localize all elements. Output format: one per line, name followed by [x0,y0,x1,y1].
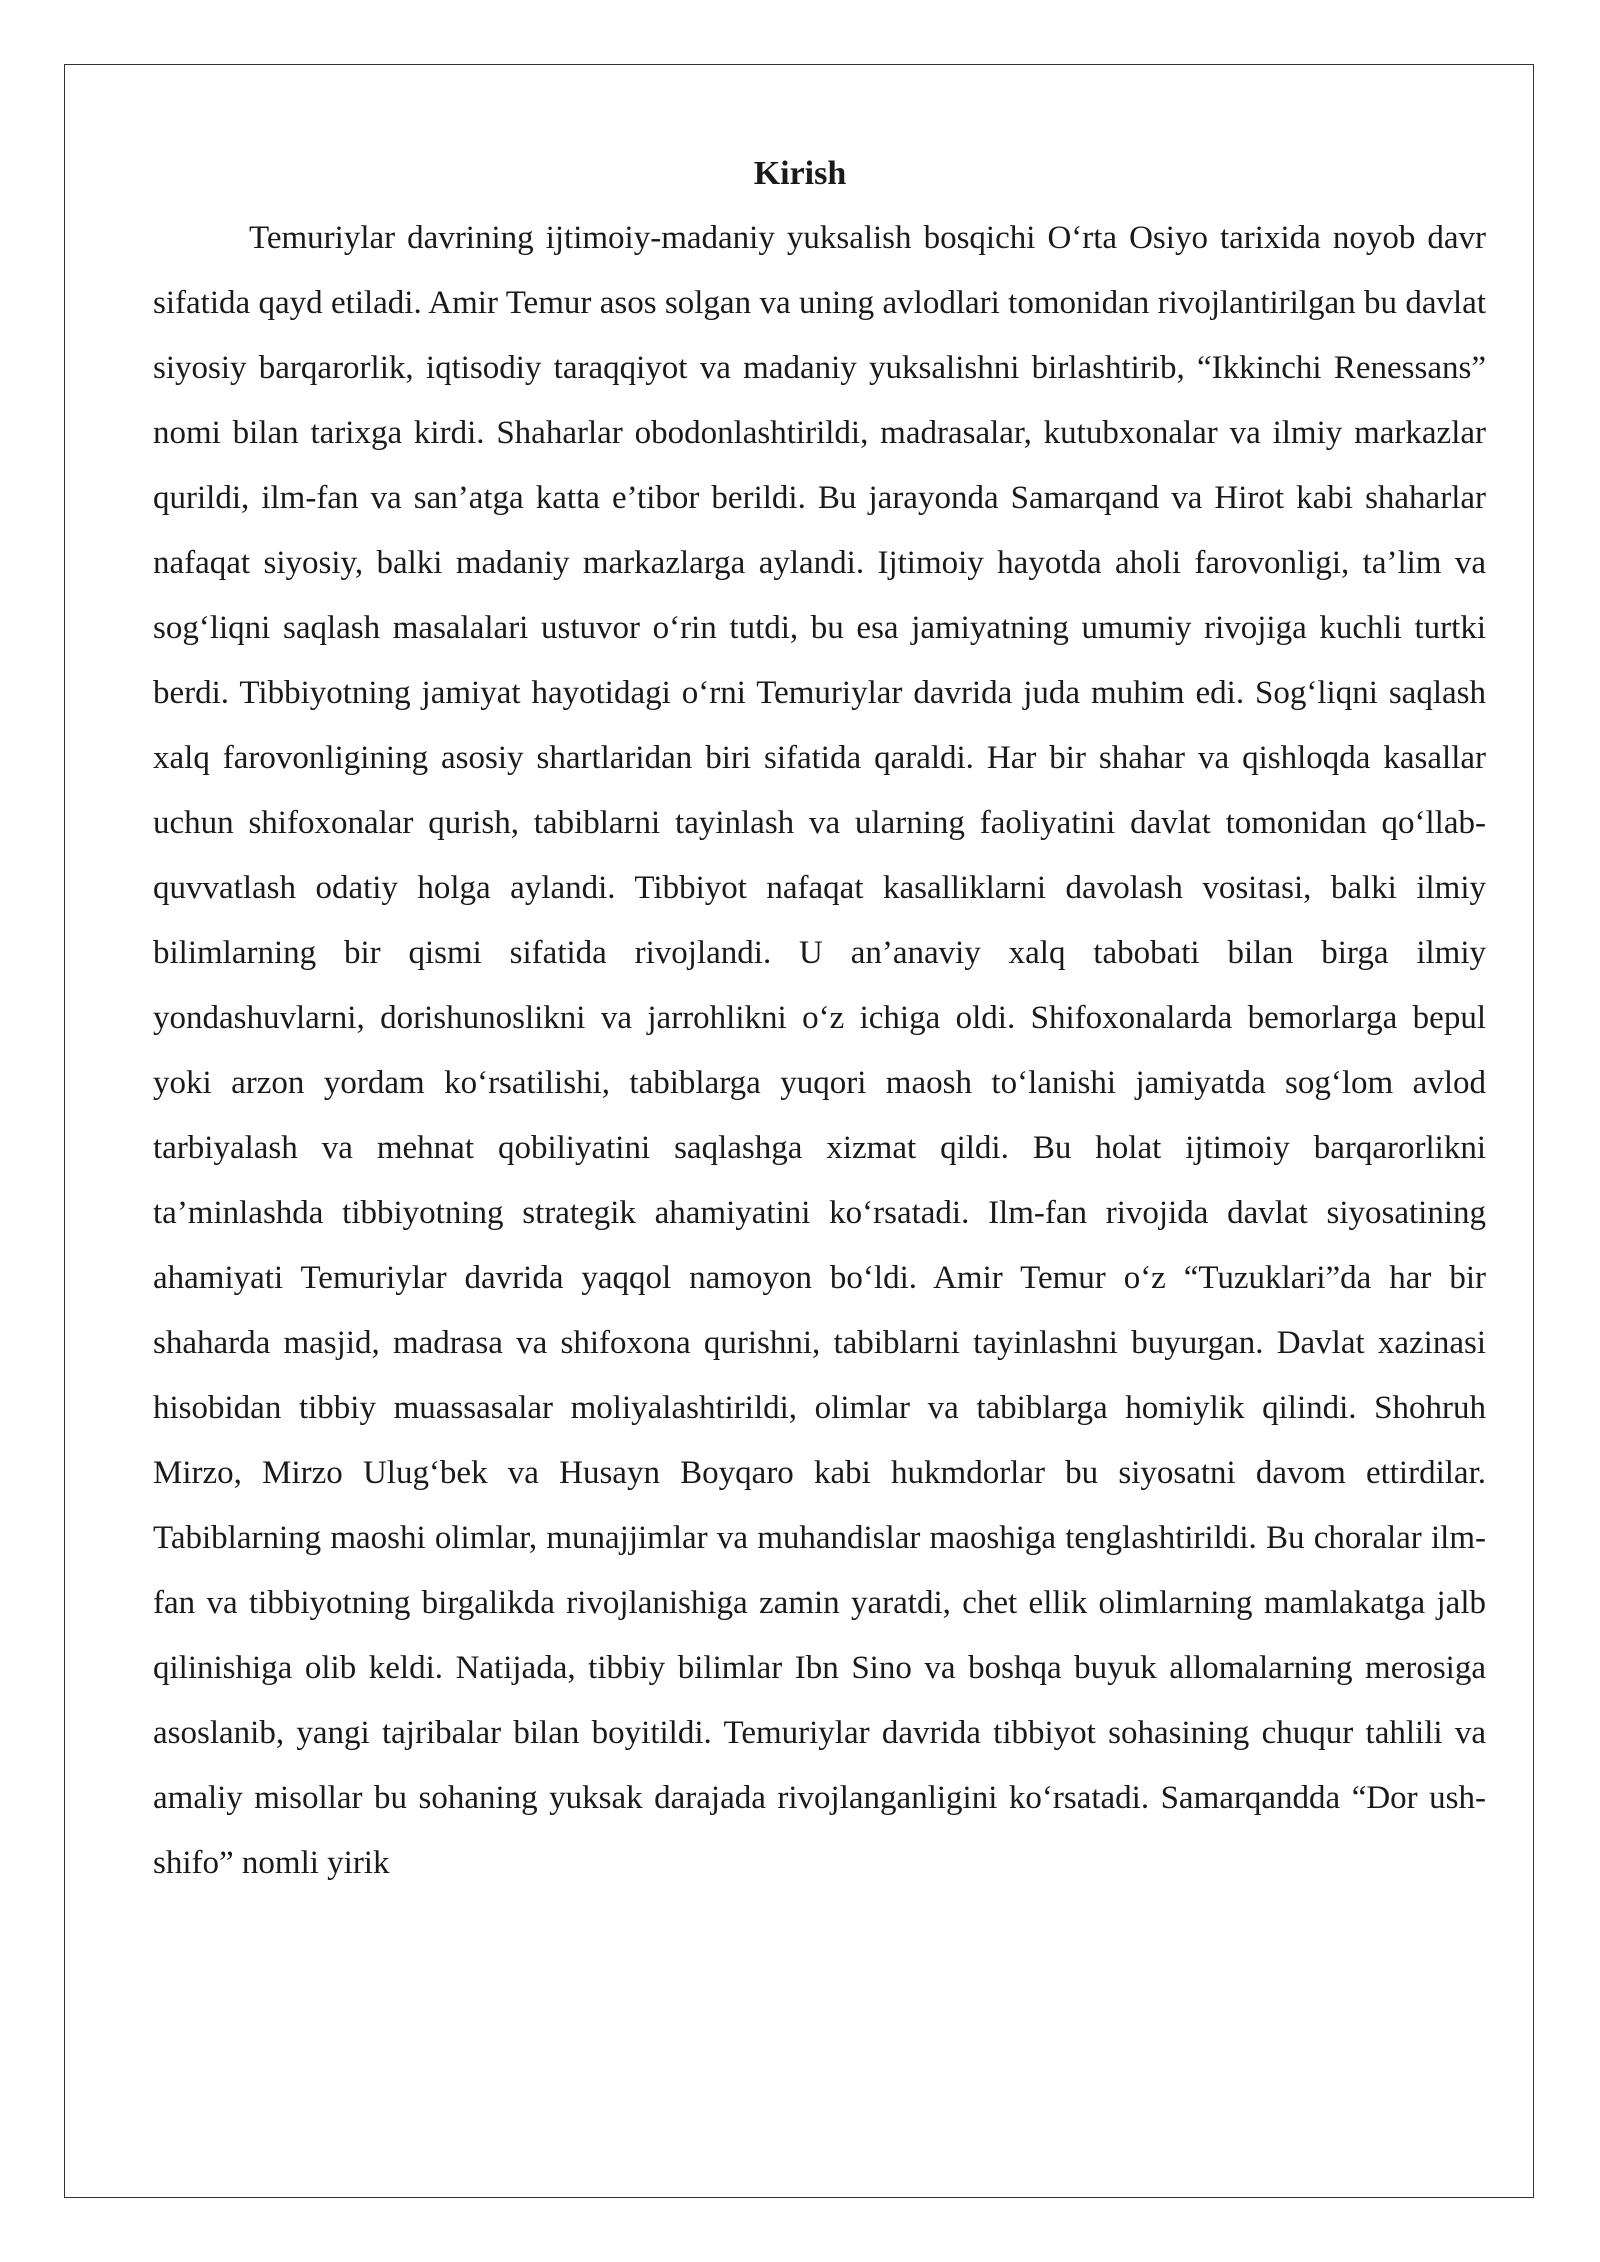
section-title: Kirish [753,155,847,192]
body-paragraph: Temuriylar davrining ijtimoiy-madaniy yuksalish bosqichi O‘rta Osiyo tarixida noyob davr sifatida qayd etiladi. Amir Temur asos solgan va uning avlodlari tomonidan rivojlantirilgan bu davlat siyosiy barqarorlik, iqtisodiy taraqqiyot va madaniy yuksalishni birlashtirib, “Ikkinchi Renessans” nomi bilan tarixga kirdi. Shaharlar obodonlashtirildi, madrasalar, kutubxonalar va ilmiy markazlar qurildi, ilm-fan va san’atga katta e’tibor berildi. Bu jarayonda Samarqand va Hirot kabi shaharlar nafaqat siyosiy, balki madaniy markazlarga aylandi. Ijtimoiy hayotda aholi farovonligi, ta’lim va sog‘liqni saqlash masalalari ustuvor o‘rin tutdi, bu esa jamiyatning umumiy rivojiga kuchli turtki berdi. Tibbiyotning jamiyat hayotidagi o‘rni Temuriylar davrida juda muhim edi. Sog‘liqni saqlash xalq farovonligining asosiy shartlaridan biri sifatida qaraldi. Har bir shahar va qishloqda kasallar uchun shifoxonalar qurish, tabiblarni tayinlash va ularning faoliyatini davlat tomonidan qo‘llab-quvvatlash odatiy holga aylandi. Tibbiyot nafaqat kasalliklarni davolash vositasi, balki ilmiy bilimlarning bir qismi sifatida rivojlandi. U an’anaviy xalq tabobati bilan birga ilmiy yondashuvlarni, dorishunoslikni va jarrohlikni o‘z ichiga oldi. Shifoxonalarda bemorlarga bepul yoki arzon yordam ko‘rsatilishi, tabiblarga yuqori maosh to‘lanishi jamiyatda sog‘lom avlod tarbiyalash va mehnat qobiliyatini saqlashga xizmat qildi. Bu holat ijtimoiy barqarorlikni ta’minlashda tibbiyotning strategik ahamiyatini ko‘rsatadi. Ilm-fan rivojida davlat siyosatining ahamiyati Temuriylar davrida yaqqol namoyon bo‘ldi. Amir Temur o‘z “Tuzuklari”da har bir shaharda masjid, madrasa va shifoxona qurishni, tabiblarni tayinlashni buyurgan. Davlat xazinasi hisobidan tibbiy muassasalar moliyalashtirildi, olimlar va tabiblarga homiylik qilindi. Shohruh Mirzo, Mirzo Ulug‘bek va Husayn Boyqaro kabi hukmdorlar bu siyosatni davom ettirdilar. Tabiblarning maoshi olimlar, munajjimlar va muhandislar maoshiga tenglashtirildi. Bu choralar ilm-fan va tibbiyotning birgalikda rivojlanishiga zamin yaratdi, chet ellik olimlarning mamlakatga jalb qilinishiga olib keldi. Natijada, tibbiy bilimlar Ibn Sino va boshqa buyuk allomalarning merosiga asoslanib, yangi tajribalar bilan boyitildi. Temuriylar davrida tibbiyot sohasining chuqur tahlili va amaliy misollar bu sohaning yuksak darajada rivojlanganligini ko‘rsatadi. Samarqandda “Dor ush-shifo” nomli yirik [153,220,1486,1881]
